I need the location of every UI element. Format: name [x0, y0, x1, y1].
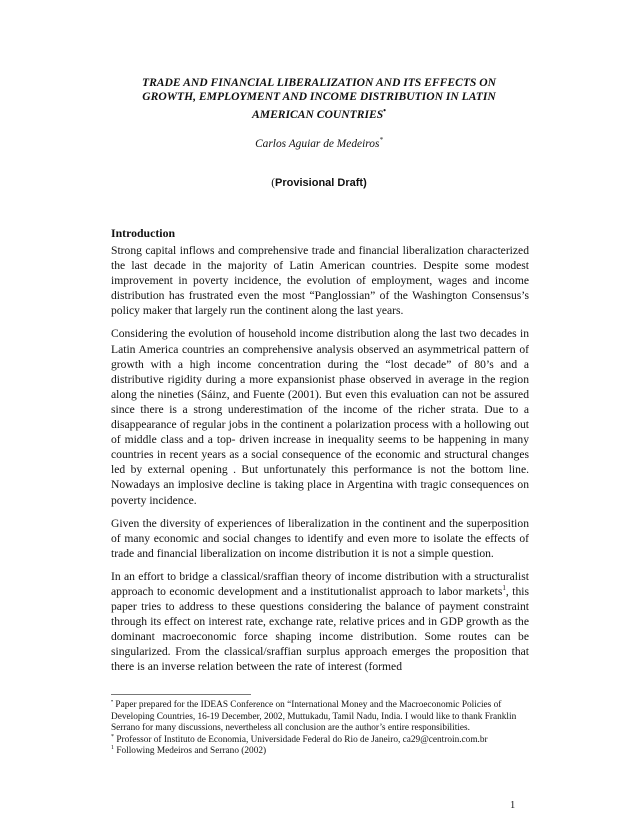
- author-footnote-mark: *: [379, 136, 383, 144]
- title-line-2: GROWTH, EMPLOYMENT AND INCOME DISTRIBUTION IN LATIN: [142, 90, 496, 103]
- paragraph-4: [111, 569, 529, 675]
- footnote-divider: [111, 694, 251, 695]
- footnote-ref-1: 1: [502, 584, 506, 593]
- footnote-1-text: Paper prepared for the IDEAS Conference on “International Money and the Macroeconomic Policies of Developing Countries, 16-19 December, 2002, Muttukadu, Tamil Nadu, India. I would like to thank Franklin Serrano for many discussions, nevertheless all conclusion are the author’s entire responsibilities.: [111, 700, 517, 734]
- footnote-3-text: Following Medeiros and Serrano (2002): [114, 746, 267, 757]
- draft-open-paren: (: [271, 177, 276, 189]
- paragraph-1: Strong capital inflows and comprehensive trade and financial liberalization characterized the last decade in the majority of Latin American countries. Despite some modest improvement in poverty incidence, the evolution of employment, wages and income distribution has frustrated even the most “Panglossian” of the Washington Consensus’s policy maker that largely run the continent along the last years.: [111, 244, 529, 318]
- paragraph-4-part-a: In an effort to bridge a classical/sraffian theory of income distribution with a structuralist approach to economic development and a institutionalist approach to labor markets: [111, 569, 529, 598]
- page-number: 1: [510, 800, 516, 811]
- paper-title: [112, 76, 526, 122]
- title-line-3-text: AMERICAN COUNTRIES: [252, 107, 384, 121]
- author-line: [112, 136, 526, 150]
- paragraph-3: Given the diversity of experiences of liberalization in the continent and the superposition of many economic and social changes to identify and even more to isolate the effects of trade and financial liberalization on income distribution it is not a simple question.: [111, 516, 529, 560]
- title-line-1: TRADE AND FINANCIAL LIBERALIZATION AND ITS EFFECTS ON: [141, 76, 496, 89]
- section-heading: Introduction: [111, 226, 176, 240]
- paragraph-2: Considering the evolution of household income distribution along the last two decades in Latin America countries an comprehensive analysis observed an asymmetrical pattern of growth with a high income concentration during the “lost decade” of 80’s and a distributive rigidity during a more expansionist phase observed in average in the region along the nineties (Sáinz, and Fuente (2001). But even this evaluation can not be assured since there is a strong underestimation of the income of the richer strata. Due to a disappearance of regular jobs in the continent a polarization process with a hollowing out of middle class and a top- driven increase in inequality seems to be happening in many countries in recent years as a social consequence of the economic and structural changes led by external opening . But unfortunately this performance is not the bottom line. Nowadays an implosive decline is taking place in Argentina with tragic consequences on poverty incidence.: [111, 327, 529, 507]
- footnote-1-mark: •: [111, 698, 114, 705]
- draft-note: [112, 177, 526, 189]
- footnote-3: [111, 746, 531, 758]
- footnote-2-text: Professor of Instituto de Economia, Universidade Federal do Rio de Janeiro, ca29@centroin.com.br: [114, 734, 488, 745]
- footnote-2: [111, 735, 531, 747]
- footnotes: [111, 700, 531, 758]
- title-line-3: [112, 104, 526, 122]
- author-name: Carlos Aguiar de Medeiros: [255, 137, 380, 150]
- paragraph-4-part-b: , this paper tries to address to these questions considering the balance of payment constraint through its effect on interest rate, exchange rate, relative prices and in GDP growth as the dominant macroeconomic force shaping income distribution. Some routes can be singularized. From the classical/sraffian surplus approach emerges the proposition that there is an inverse relation between the rate of interest (formed: [111, 584, 529, 674]
- draft-label: Provisional Draft): [275, 177, 367, 189]
- body-text: [111, 243, 529, 683]
- footnote-1: [111, 700, 531, 735]
- footnote-2-mark: *: [111, 733, 114, 740]
- title-footnote-mark: •: [383, 106, 386, 115]
- footnote-3-mark: 1: [111, 745, 114, 752]
